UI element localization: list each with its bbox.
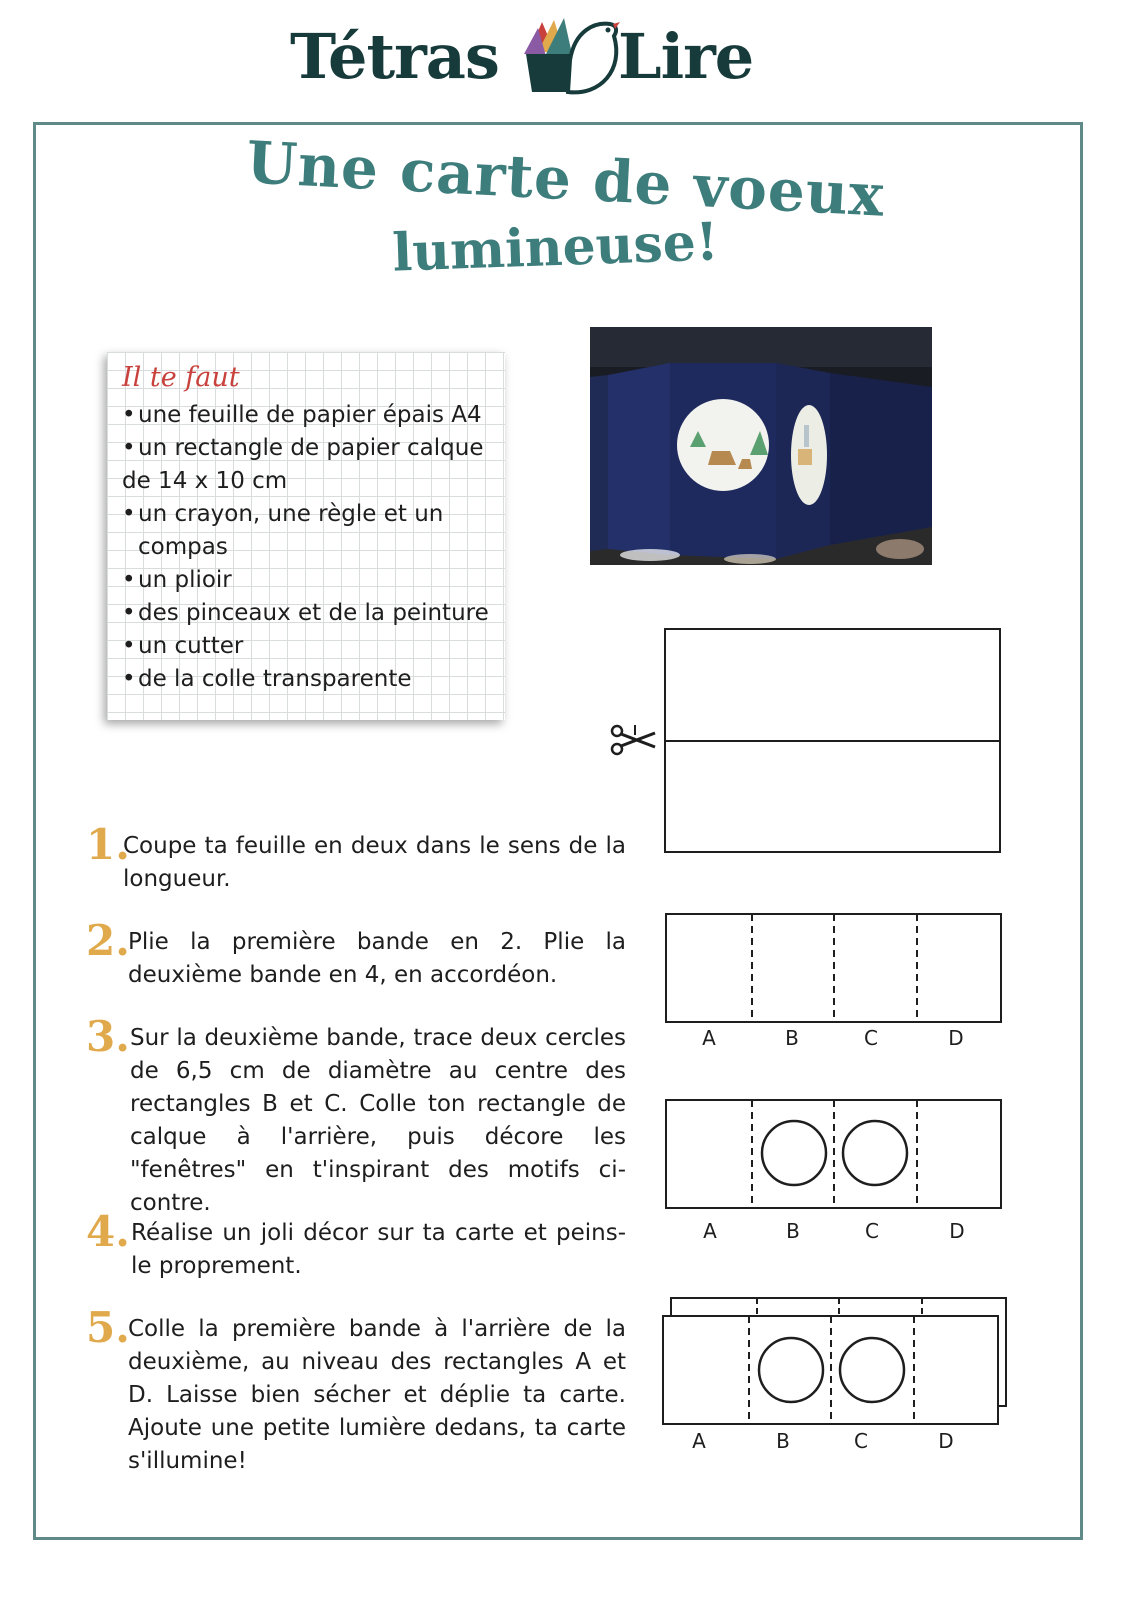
list-item: • un plioir: [122, 564, 495, 597]
diagram-label-b: B: [786, 1219, 800, 1243]
diagram-label-b: B: [776, 1429, 790, 1453]
step-number: 2.: [86, 916, 130, 965]
page-title-line-1: Une carte de voeux: [244, 128, 887, 230]
step-2: [86, 916, 626, 992]
list-item: [122, 465, 495, 498]
logo-word-lire: Lire: [618, 20, 754, 93]
step-1: [86, 820, 626, 896]
diagram-cut-sheet: [605, 625, 1005, 857]
list-item-continuation: compas: [138, 534, 228, 560]
list-item: [122, 531, 495, 564]
step-text: Réalise un joli décor sur ta carte et peins-le proprement.: [131, 1220, 626, 1279]
diagram-label-a: A: [702, 1026, 716, 1050]
list-item: • des pinceaux et de la peinture: [122, 597, 495, 630]
diagram-label-c: C: [854, 1429, 868, 1453]
materials-heading: Il te faut: [122, 362, 240, 393]
logo-word-tetras: Tétras: [290, 20, 499, 93]
diagram-accordion-fold: [664, 912, 1004, 1026]
step-number: 4.: [86, 1207, 130, 1256]
list-item-continuation: de 14 x 10 cm: [122, 468, 288, 494]
materials-note: [107, 352, 505, 720]
step-3: [86, 1012, 626, 1220]
step-text: Plie la première bande en 2. Plie la deuxième bande en 4, en accordéon.: [128, 929, 626, 988]
hen-logo-icon: [520, 10, 625, 98]
step-5: [86, 1303, 626, 1478]
step-text: Coupe ta feuille en deux dans le sens de la longueur.: [123, 833, 626, 892]
diagram-label-a: A: [703, 1219, 717, 1243]
diagram-label-c: C: [864, 1026, 878, 1050]
materials-list: [122, 399, 495, 696]
list-item: • un rectangle de papier calque: [122, 432, 495, 465]
diagram-label-d: D: [938, 1429, 954, 1453]
diagram-label-d: D: [949, 1219, 965, 1243]
list-item: • un crayon, une règle et un: [122, 498, 495, 531]
step-text: Sur la deuxième bande, trace deux cercles de 6,5 cm de diamètre au centre des rectangles B et C. Colle ton rectangle de calque à l'arrière, puis décore les "fenêtres" en t'inspirant des motifs ci-contre.: [130, 1025, 626, 1216]
page-title-line-2: lumineuse!: [391, 211, 720, 284]
lit-card-photo: [590, 327, 932, 565]
diagram-label-a: A: [692, 1429, 706, 1453]
step-number: 3.: [86, 1012, 130, 1061]
diagram-glued-bands: [660, 1296, 1010, 1430]
list-item: • une feuille de papier épais A4: [122, 399, 495, 432]
step-text: Colle la première bande à l'arrière de la deuxième, au niveau des rectangles A et D. Laisse bien sécher et déplie ta carte. Ajoute une petite lumière dedans, ta carte s'illumine!: [128, 1316, 626, 1474]
list-item: • un cutter: [122, 630, 495, 663]
step-4: [86, 1207, 626, 1283]
diagram-circles: [664, 1098, 1004, 1212]
step-number: 1.: [86, 820, 130, 869]
diagram-label-c: C: [865, 1219, 879, 1243]
step-number: 5.: [86, 1303, 130, 1352]
list-item: • de la colle transparente: [122, 663, 495, 696]
logo: [0, 8, 1131, 100]
diagram-label-b: B: [785, 1026, 799, 1050]
scissors-icon: [612, 725, 655, 754]
diagram-label-d: D: [948, 1026, 964, 1050]
